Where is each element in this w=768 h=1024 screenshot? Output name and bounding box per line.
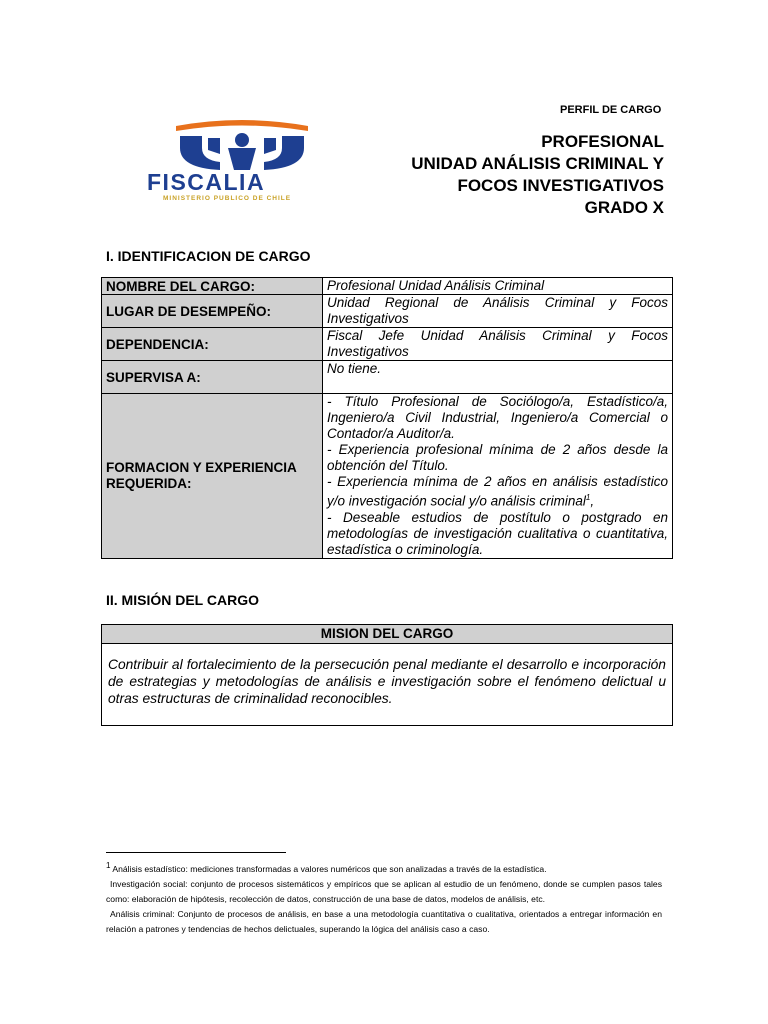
perfil-label: PERFIL DE CARGO (560, 104, 662, 116)
requirement-item: - Deseable estudios de postítulo o postgrado en metodologías de investigación cualitativa o cuantitativa, estadística o criminología. (327, 509, 668, 557)
table-row (102, 361, 673, 394)
row-value: Unidad Regional de Análisis Criminal y Focos Investigativos (323, 295, 673, 328)
mission-box-title: MISION DEL CARGO (102, 625, 672, 644)
footnote-ref: 1 (585, 493, 591, 503)
section-1-heading: I. IDENTIFICACION DE CARGO (106, 248, 311, 264)
footnote-line: Análisis criminal: Conjunto de procesos de análisis, en base a una metodología cuantitativa o cualitativa, orientados a entregar información en relación a patrones y tendencias de hechos delictuales, superando la lógica del análisis caso a caso. (106, 908, 662, 934)
section-2-heading: II. MISIÓN DEL CARGO (106, 592, 259, 608)
row-label: FORMACION Y EXPERIENCIA REQUERIDA: (102, 394, 323, 559)
title-line-2: UNIDAD ANÁLISIS CRIMINAL Y (411, 154, 664, 173)
table-row (102, 328, 673, 361)
table-row (102, 295, 673, 328)
title-line-3: FOCOS INVESTIGATIVOS (457, 176, 664, 195)
requirement-item (327, 474, 668, 510)
row-label: SUPERVISA A: (102, 361, 323, 394)
mission-box (101, 624, 673, 726)
footnote-text: Análisis estadístico: mediciones transformadas a valores numéricos que son analizadas a través de la estadística. (112, 863, 547, 874)
row-label: NOMBRE DEL CARGO: (102, 278, 323, 295)
logo-subtitle: MINISTERIO PUBLICO DE CHILE (163, 195, 292, 202)
footnote-divider (106, 852, 286, 853)
title-line-4: GRADO X (584, 198, 664, 217)
requirement-item-suffix: , (590, 493, 595, 509)
document-title (411, 131, 664, 219)
requirement-item: - Experiencia profesional mínima de 2 años desde la obtención del Título. (327, 442, 668, 474)
requirement-item: - Título Profesional de Sociólogo/a, Estadístico/a, Ingeniero/a Civil Industrial, Ingeniero/a Comercial o Contador/a Auditor/a. (327, 394, 668, 442)
title-line-1: PROFESIONAL (541, 132, 664, 151)
table-row (102, 278, 673, 295)
row-value: Profesional Unidad Análisis Criminal (323, 278, 673, 295)
requirement-item-text: - Experiencia mínima de 2 años en análisis estadístico y/o investigación social y/o análisis criminal (327, 474, 668, 509)
row-value: No tiene. (323, 361, 673, 394)
row-label: LUGAR DE DESEMPEÑO: (102, 295, 323, 328)
footnotes (106, 858, 662, 937)
row-label: DEPENDENCIA: (102, 328, 323, 361)
formation-requirements (323, 394, 673, 559)
table-row (102, 394, 673, 559)
mission-text: Contribuir al fortalecimiento de la persecución penal mediante el desarrollo e incorporación de estrategias y metodologías de análisis e investigación sobre el fenómeno delictual u otras estructuras de criminalidad reconocibles. (108, 657, 666, 706)
identification-table (101, 277, 673, 559)
row-value: Fiscal Jefe Unidad Análisis Criminal y Focos Investigativos (323, 328, 673, 361)
footnote-marker: 1 (106, 861, 111, 870)
footnote-line: Investigación social: conjunto de procesos sistemáticos y empíricos que se aplican al estudio de un fenómeno, donde se cumplen pasos tales como: elaboración de hipótesis, recolección de datos, construcción de una base de datos, modelos de análisis, etc. (106, 878, 662, 904)
logo-wordmark: FISCALIA (147, 169, 266, 195)
footnote-line (106, 858, 662, 877)
